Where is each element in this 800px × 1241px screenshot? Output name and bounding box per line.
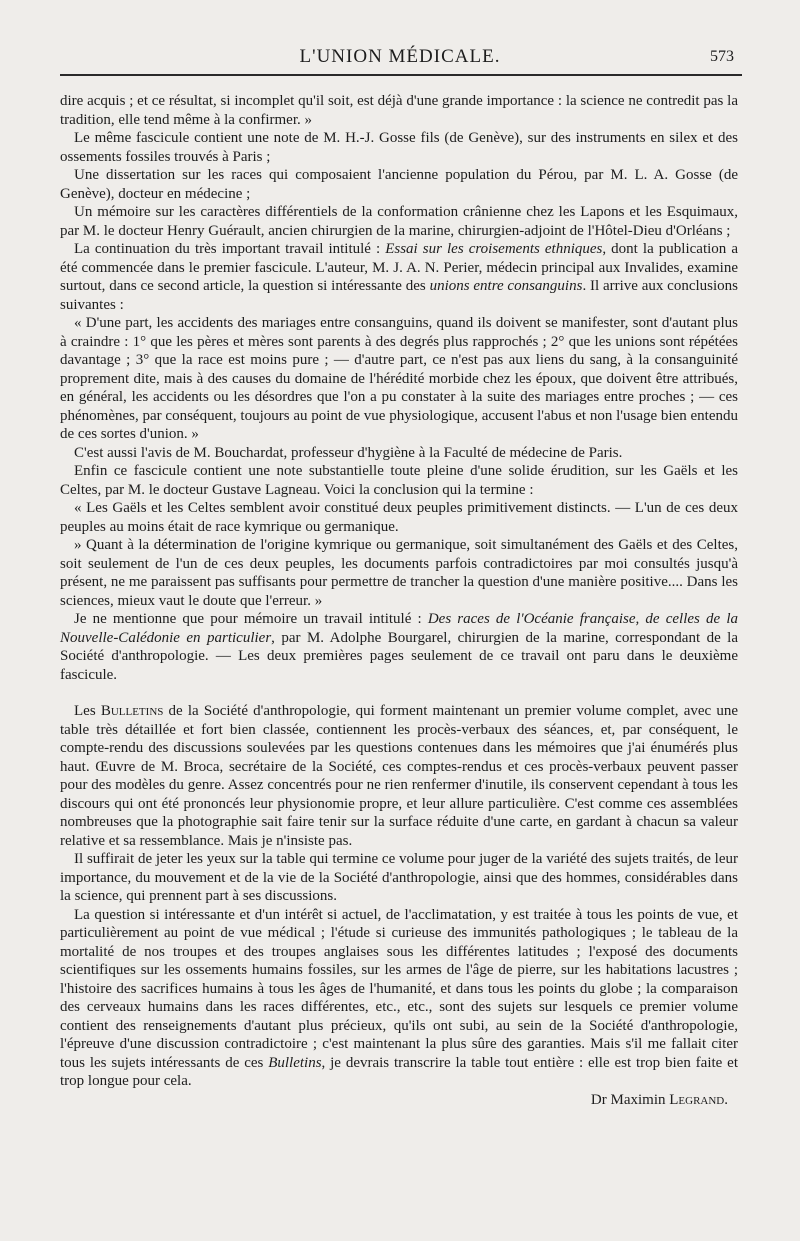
paragraph-5 — [60, 240, 738, 314]
p11-text-b: , par M. Adolphe Bourgarel, chirurgien de la marine, correspondant de la Société d'anthropologie. — Les deux premières pages seulement de ce travail ont paru dans le deuxième fascicule. — [60, 629, 739, 683]
signature — [60, 1091, 738, 1110]
p5-text-b: , dont la publication a été commencée dans le premier fascicule. L'auteur, M. J. A. N. Perier, médecin principal aux Invalides, examine surtout, dans ce second article, la question si intéressante des — [60, 241, 738, 294]
p14-text-b: , je devrais transcrire la table tout entière : elle est trop bien faite et trop longue pour cela. — [60, 1054, 738, 1089]
p14-text-a: La question si intéressante et d'un intérêt si actuel, de l'acclimatation, y est traitée à tous les points de vue, et particulièrement au point de vue médical ; l'étude si curieuse des immunités pathologiques ; le tableau de la mortalité de nos troupes et des troupes anglaises sous les différentes latitudes ; l'exposé des documents scientifiques sur les ossements humains fossiles, sur les armes de l'âge de pierre, sur les habitations lacustres ; l'histoire des sacrifices humains à tous les âges de l'humanité, et dans tous les points du globe ; la comparaison des cerveaux humains dans les races différentes, etc., etc., sont des sujets sur lesquels ce premier volume contient des renseignements d'autant plus précieux, qu'ils ont subi, au sein de la Société d'anthropologie, l'épreuve d'une discussion contradictoire ; c'est maintenant la plus sûre des garanties. Mais s'il me fallait citer tous les sujets intéressants de ces — [60, 906, 738, 1071]
paragraph-14 — [60, 906, 738, 1091]
p14-bulletins-italic: Bulletins — [268, 1054, 322, 1071]
p12-text-a: Les — [74, 703, 101, 719]
header-rule — [60, 74, 742, 76]
paragraph-2: Le même fascicule contient une note de M. H.-J. Gosse fils (de Genève), sur des instruments en silex et des ossements fossiles trouvés à Paris ; — [60, 130, 738, 165]
paragraph-4: Un mémoire sur les caractères différentiels de la conformation crânienne chez les Lapons et les Esquimaux, par M. le docteur Henry Guérault, ancien chirurgien de la marine, chirurgien-adjoint de l'Hôtel-Dieu d'Orléans ; — [60, 204, 738, 239]
quote-lagneau-1: « Les Gaëls et les Celtes semblent avoir constitué deux peuples primitivement distincts. — L'un de ces deux peuples au moins était de race kymrique ou germanique. — [60, 500, 738, 535]
signature-name: Legrand. — [669, 1091, 728, 1108]
p12-text-b: de la Société d'anthropologie, qui forment maintenant un premier volume complet, avec une table très détaillée et fort bien classée, contiennent les procès-verbaux des séances, et, par conséquent, le compte-rendu des discussions soulevées par les questions contenues dans les mémoires que j'ai énumérés plus haut. Œuvre de M. Broca, secrétaire de la Société, ces comptes-rendus et ces procès-verbaux peuvent passer pour des modèles du genre. Assez concentrés pour ne rien renfermer d'inutile, ils conservent cependant à tous les discours qui ont été prononcés leur physionomie propre, et leur allure particulière. C'est comme ces assemblées nombreuses que la photographie sait faire tenir sur la surface réduite d'une carte, en gardant à chacun sa valeur relative et sa ressemblance. Mais je n'insiste pas. — [60, 703, 738, 849]
p11-title-italic: Des races de l'Océanie française, de celles de la Nouvelle-Calédonie en particulier — [60, 611, 738, 646]
p5-text-a: La continuation du très important travail intitulé : — [74, 241, 386, 257]
p5-text-c: . Il arrive aux conclusions suivantes : — [60, 278, 739, 313]
paragraph-13: Il suffirait de jeter les yeux sur la table qui termine ce volume pour juger de la variété des sujets traités, de leur importance, du mouvement et de la vie de la Société d'anthropologie, ainsi que des hommes, considérables dans la science, qui prennent part à ses discussions. — [60, 851, 738, 904]
running-title: L'UNION MÉDICALE. — [299, 46, 501, 67]
page-header — [60, 46, 740, 76]
quote-lagneau-2: » Quant à la détermination de l'origine kymrique ou germanique, soit simultanément des Gaëls et des Celtes, soit seulement de l'un de ces deux peuples, les documents parfois contradictoires par moi consultés jusqu'à présent, ne me paraissent pas suffisants pour permettre de trancher la question d'une manière positive.... Dans les sciences, mieux vaut le doute que l'erreur. » — [60, 537, 738, 609]
paragraph-3: Une dissertation sur les races qui composaient l'ancienne population du Pérou, par M. L. A. Gosse (de Genève), docteur en médecine ; — [60, 167, 738, 202]
paragraph-12 — [60, 702, 738, 850]
paragraph-11 — [60, 610, 738, 684]
paragraph-1: dire acquis ; et ce résultat, si incomplet qu'il soit, est déjà d'une grande importance : la science ne contredit pas la tradition, elle tend même à la confirmer. » — [60, 93, 738, 128]
signature-prefix: Dr Maximin — [590, 1091, 670, 1108]
p12-bulletins: Bulletins — [100, 703, 164, 719]
page-number: 573 — [710, 48, 734, 65]
p11-text-a: Je ne mentionne que pour mémoire un travail intitulé : — [74, 611, 428, 627]
quote-perier: « D'une part, les accidents des mariages entre consanguins, quand ils doivent se manifester, sont d'autant plus à craindre : 1° que les pères et mères sont parents à des degrés plus rapprochés ; 2° que les unions sont répétées davantage ; 3° que la race est moins pure ; — d'autre part, ce n'est pas aux liens du sang, à la consanguinité proprement dite, mais à des causes du domaine de l'hérédité morbide chez les époux, que doivent être attribués, en général, les accidents ou les désordres que l'on a pu constater à la suite des mariages entre proches ; — ces phénomènes, par conséquent, toujours au point de vue physiologique, accusent l'abus et non l'usage bien entendu de ces sortes d'union. » — [60, 315, 738, 442]
paragraph-8: Enfin ce fascicule contient une note substantielle toute pleine d'une solide érudition, sur les Gaëls et les Celtes, par M. le docteur Gustave Lagneau. Voici la conclusion qui la termine : — [60, 463, 738, 498]
article-body — [60, 92, 738, 1109]
paragraph-7: C'est aussi l'avis de M. Bouchardat, professeur d'hygiène à la Faculté de médecine de Paris. — [74, 444, 623, 461]
p5-unions-italic: unions entre consanguins — [429, 278, 583, 294]
p5-title-italic: Essai sur les croisements ethniques — [385, 241, 603, 257]
